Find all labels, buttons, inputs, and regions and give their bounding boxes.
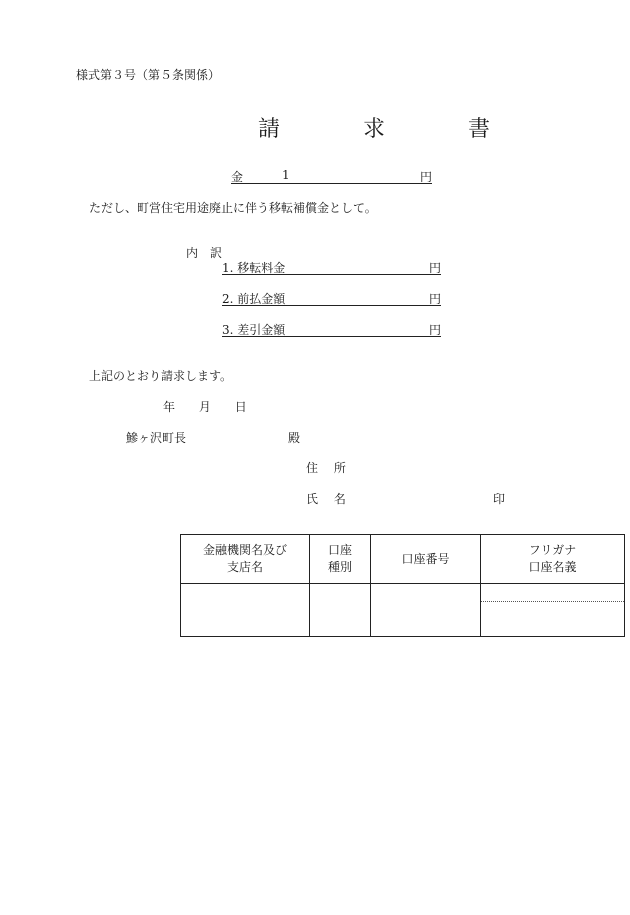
breakdown-unit: 円 [428,323,441,337]
seal-label: 印 [493,492,506,506]
breakdown-heading: 内 訳 [186,246,223,260]
date-year: 年 [163,400,176,414]
header-line: 種別 [327,560,352,574]
breakdown-row-balance [222,321,441,337]
bank-table-header-row [181,535,625,584]
account-number-cell[interactable] [371,584,481,637]
breakdown-label: 3. 差引金額 [222,323,286,337]
account-holder-cell[interactable] [481,584,625,637]
account-type-cell[interactable] [310,584,371,637]
breakdown-label: 2. 前払金額 [222,292,286,306]
date-line [163,398,267,415]
header-line: 支店名 [226,560,263,574]
honorific: 殿 [288,431,301,445]
closing-text: 上記のとおり請求します。 [89,369,233,383]
account-type-header [310,535,371,584]
breakdown-row-advance-payment [222,290,441,306]
amount-line [231,168,432,184]
account-number-header [371,535,481,584]
document-title: 請 求 書 [258,117,528,142]
header-line: 口座 [327,543,352,557]
bank-name-cell[interactable] [181,584,310,637]
bank-account-table [180,534,625,637]
account-holder-header [481,535,625,584]
header-line: 金融機関名及び [202,543,287,557]
form-label: 様式第３号（第５条関係） [76,68,221,82]
bank-name-header [181,535,310,584]
breakdown-label: 1. 移転料金 [222,261,286,275]
amount-unit: 円 [419,170,432,184]
proviso-text: ただし、町営住宅用途廃止に伴う移転補償金として。 [89,201,377,215]
bank-table-entry-row [181,584,625,637]
furigana-divider [481,584,624,602]
name-label: 氏 名 [306,492,352,506]
date-day: 日 [234,400,247,414]
addressee: 鰺ヶ沢町長 [126,431,187,445]
header-line: 口座名義 [528,560,577,574]
amount-value: 1 [282,168,290,182]
breakdown-unit: 円 [428,292,441,306]
amount-prefix: 金 [231,170,244,184]
address-label: 住 所 [306,461,352,475]
date-month: 月 [198,400,211,414]
header-line: フリガナ [528,543,577,557]
header-line: 口座番号 [401,551,450,566]
breakdown-unit: 円 [428,261,441,275]
breakdown-row-relocation-fee [222,259,441,275]
